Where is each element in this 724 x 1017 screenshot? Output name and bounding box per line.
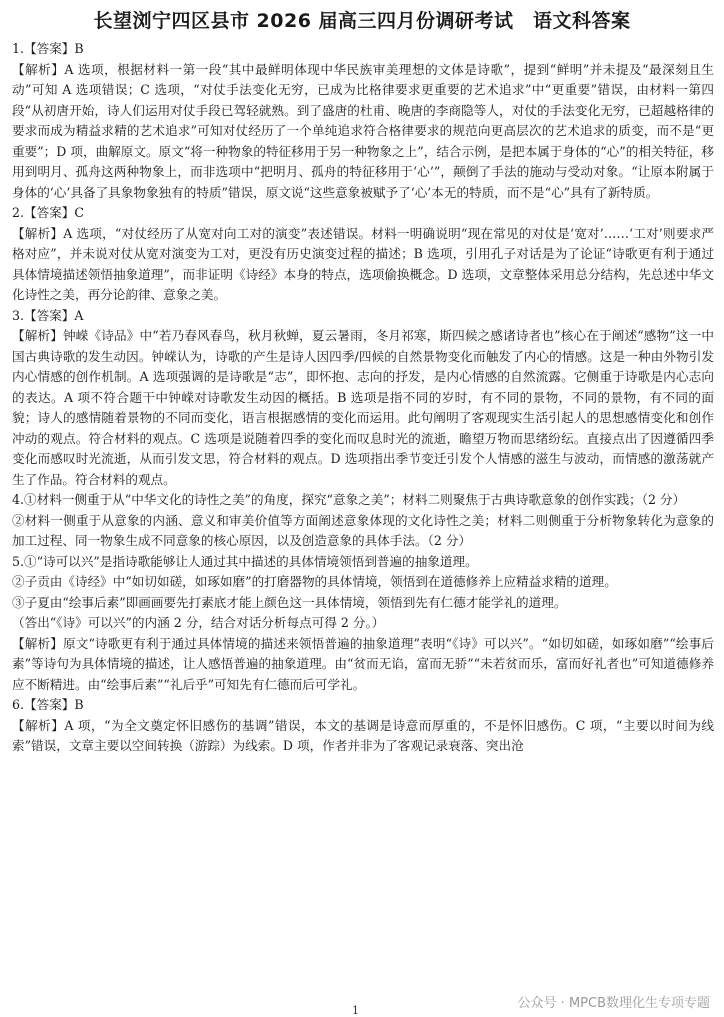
paragraph: 【解析】钟嵘《诗品》中“若乃春风春鸟，秋月秋蝉，夏云暑雨，冬月祁寒，斯四候之感诸诗者也”核心在于阐述“感物”这一中国古典诗歌的发生动因。钟嵘认为，诗歌的产生是诗人因四季/四候的自然景物变化而触发了内心的情感。这是一种由外物引发内心情感的创作机制。A 选项强调的是诗歌是“志”，即怀抱、志向的抒发，是内心情感的自然流露。它侧重于诗歌是内心志向的表达。A 项不符合题干中钟嵘对诗歌发生动因的概括。B 选项是指不同的岁时，有不同的景物，不同的景物，有不同的面貌；诗人的感情随着景物的不同而变化，语言根据感情的变化而运用。此句阐明了客观现实生活引起人的思想感情变化和创作冲动的观点。符合材料的观点。C 选项是说随着四季的变化而叹息时光的流逝，瞻望万物而思绪纷纭。直接点出了因遵循四季变化而感叹时光流逝，从而引发文思，符合材料的观点。D 选项指出季节变迁引发个人情感的滋生与波动，而情感的激荡就产生了作品。符合材料的观点。: [12, 328, 714, 487]
page-title: 长望浏宁四区县市 2026 届高三四月份调研考试 语文科答案: [93, 10, 631, 32]
paragraph: ②子贡由《诗经》中“如切如磋，如琢如磨”的打磨器物的具体情境，领悟到在道德修养上应精益求精的道理。: [12, 574, 617, 589]
paragraph: 【解析】A 项，“为全文奠定怀旧感伤的基调”错误，本文的基调是诗意而厚重的，不是怀旧感伤。C 项，“主要以时间为线索”错误，文章主要以空间转换（游踪）为线索。D 项，作者并非为了客观记录衰落、突出沧: [12, 717, 714, 753]
paragraph: ②材料一侧重于从意象的内涵、意义和审美价值等方面阐述意象体现的文化诗性之美；材料二则侧重于分析物象转化为意象的加工过程、同一物象生成不同意象的核心原因，以及创造意象的具体手法。（2 分）: [12, 512, 714, 548]
paragraph: 1.【答案】B: [12, 41, 84, 56]
paragraph: 2.【答案】C: [12, 205, 85, 220]
paragraph: （答出“《诗》可以兴”的内涵 2 分，结合对话分析每点可得 2 分。）: [12, 615, 385, 630]
page-number: 1: [352, 1004, 359, 1017]
paragraph: 5.①“诗可以兴”是指诗歌能够让人通过其中描述的具体情境领悟到普遍的抽象道理。: [12, 553, 478, 569]
paragraph: 【解析】A 选项，根据材料一第一段“其中最鲜明体现中华民族审美理想的文体是诗歌”，提到“鲜明”并未提及“最深刻且生动”可知 A 选项错误；C 选项，“对仗手法变化无穷，已成为比格律要求更重要的艺术追求”中“更重要”错误，由材料一第四段“从初唐开始，诗人们运用对仗手段已驾轻就熟。到了盛唐的杜甫、晚唐的李商隐等人，对仗的手法变化无穷，已超越格律的要求而成为精益求精的艺术追求”可知对仗经历了一个单纯追求符合格律要求的规范向更高层次的艺术追求的质变，而不是“更重要”；D 项，曲解原文。原文“将一种物象的特征移用于另一种物象之上”，结合示例，是把本属于身体的“心”的相关特征，移用到明月、孤舟这两种物象上，而非选项中“把明月、孤舟的特征移用于‘心’”，颠倒了手法的施动与受动对象。“让原本附属于身体的‘心’具备了具象物象独有的特质”错误，原文说“这些意象被赋予了‘心’本无的特质，而不是“心”具有了新特质。: [12, 61, 714, 200]
answer-body: [0, 39, 724, 757]
paragraph: 【解析】原文“诗歌更有利于通过具体情境的描述来领悟普遍的抽象道理”表明“《诗》可以兴”。“如切如磋，如琢如磨”“绘事后素”等诗句为具体情境的描述，让人感悟普遍的抽象道理。由“贫而无谄，富而无骄”“未若贫而乐，富而好礼者也”可知道德修养应不断精进。由“绘事后素”“礼后乎”可知先有仁德而后可学礼。: [12, 635, 714, 692]
watermark: 公众号 · MPCB数理化生专项专题: [516, 992, 712, 1011]
paragraph: 6.【答案】B: [12, 697, 84, 712]
paragraph: ③子夏由“绘事后素”即画画要先打素底才能上颜色这一具体情境，领悟到先有仁德才能学礼的道理。: [12, 594, 567, 610]
paragraph: 3.【答案】A: [12, 307, 84, 323]
paragraph: 4.①材料一侧重于从“中华文化的诗性之美”的角度，探究“意象之美”；材料二则聚焦于古典诗歌意象的创作实践；（2 分）: [12, 492, 686, 507]
paragraph: 【解析】A 选项，“对仗经历了从宽对向工对的演变”表述错误。材料一明确说明“现在常见的对仗是‘宽对’……‘工对’则要求严格对应”，并未说对仗从宽对演变为工对，更没有历史演变过程的描述；B 选项，引用孔子对话是为了论证“诗歌更有利于通过具体情境描述领悟抽象道理”，而非证明《诗经》本身的特点，选项偷换概念。D 选项，文章整体采用总分结构，先总述中华文化诗性之美，再分论韵律、意象之美。: [12, 225, 714, 302]
